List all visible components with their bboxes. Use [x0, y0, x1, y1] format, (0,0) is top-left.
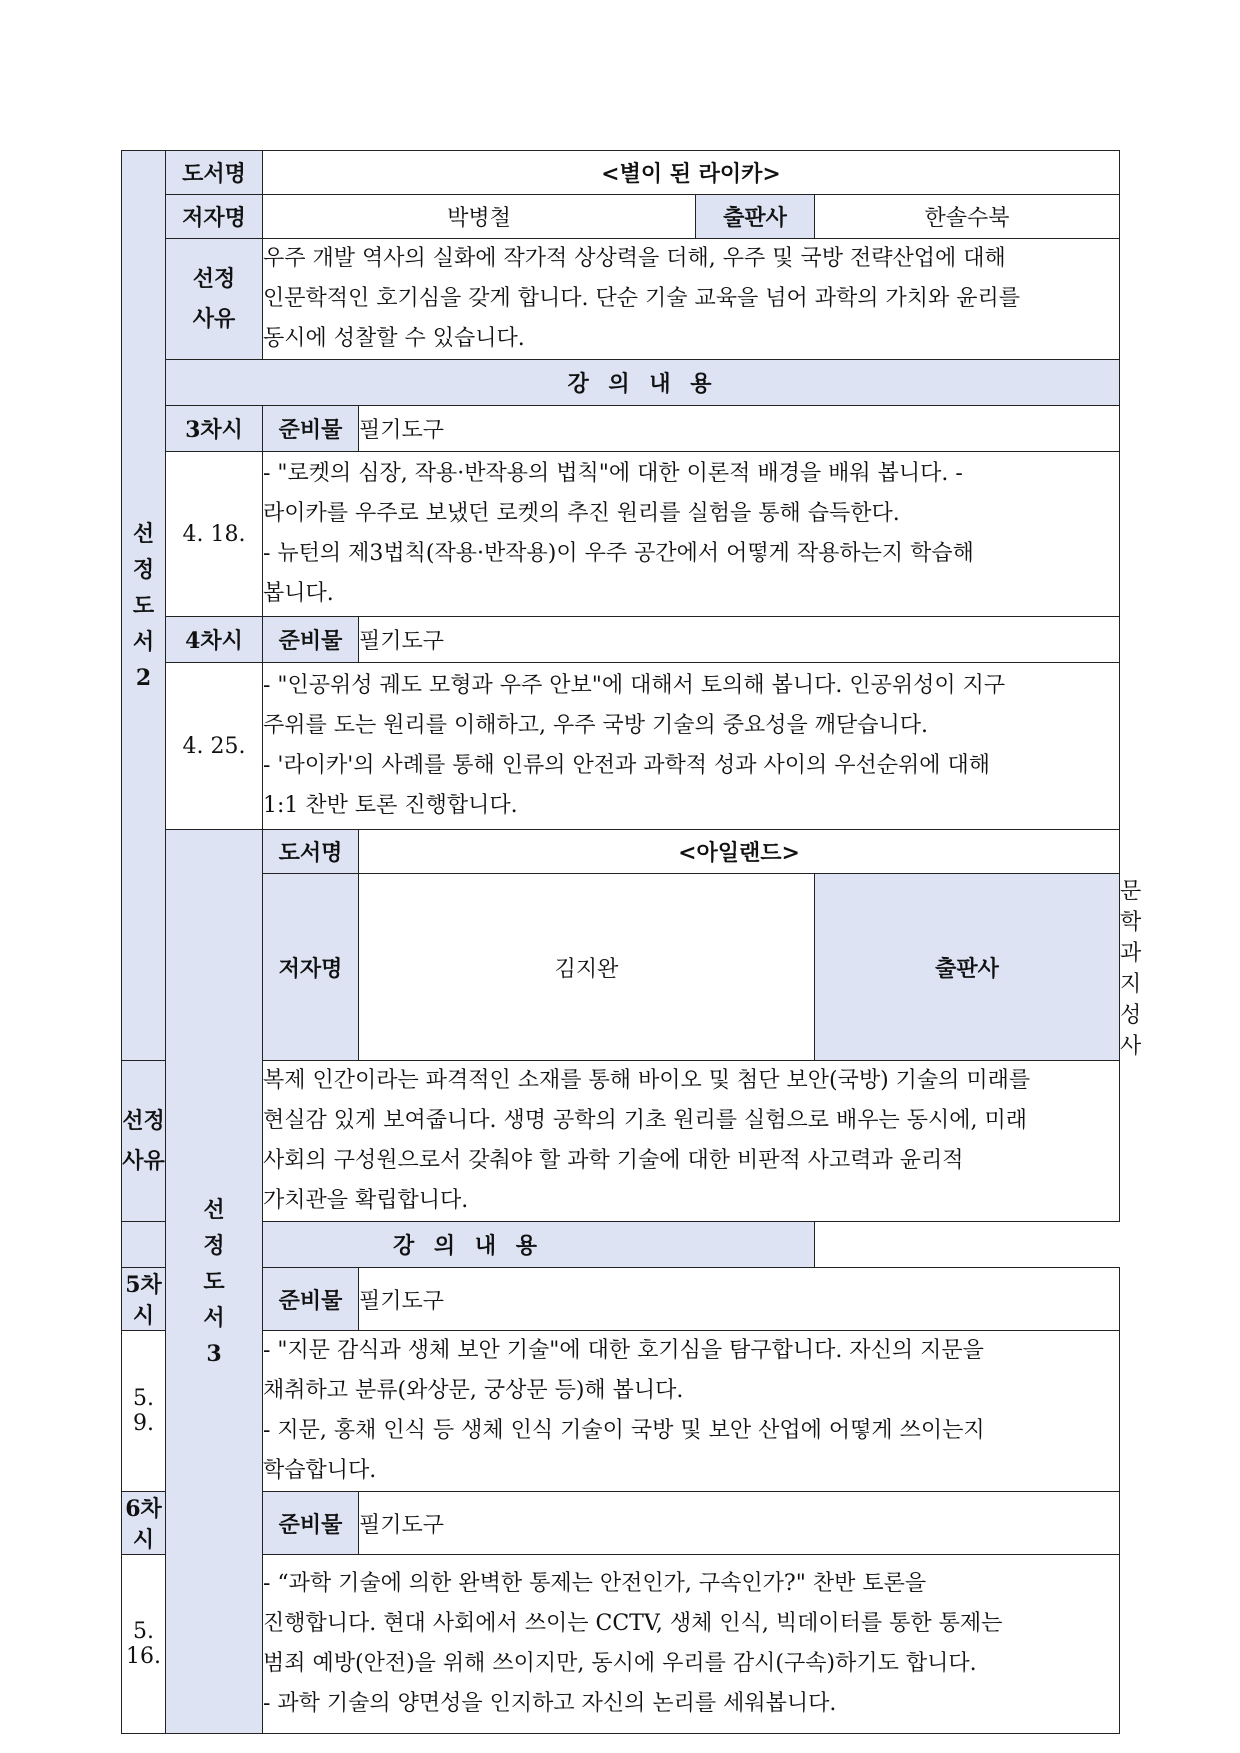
session-description: - "인공위성 궤도 모형과 우주 안보"에 대해서 토의해 봅니다. 인공위성이 지구 주위를 도는 원리를 이해하고, 우주 국방 기술의 중요성을 깨닫습니다. - '라이카'의 사례를 통해 인류의 안전과 과학적 성과 사이의 우선순위에 대해 1:1 찬반 토론 진행합니다.	[263, 663, 1120, 830]
prep-value: 필기도구	[359, 1492, 1120, 1555]
publisher-name: 한솔수북	[815, 195, 1120, 239]
content-header-row	[122, 360, 1120, 406]
book-title: <별이 된 라이카>	[263, 151, 1120, 195]
content-header: 강 의 내 용	[166, 360, 1120, 406]
title-label: 도서명	[263, 830, 359, 874]
author-row	[122, 195, 1120, 239]
side-label-book-3: 선 정 도 서 3	[166, 830, 263, 1734]
session-detail-row	[122, 663, 1120, 830]
session-row	[122, 617, 1120, 663]
reason-label: 선정 사유	[166, 239, 263, 360]
publisher-label: 출판사	[696, 195, 815, 239]
session-detail-row	[122, 1331, 1120, 1492]
book-title-row	[122, 151, 1120, 195]
content-header: 강 의 내 용	[122, 1222, 815, 1268]
prep-label: 준비물	[263, 617, 359, 663]
title-label: 도서명	[166, 151, 263, 195]
author-name: 박병철	[263, 195, 696, 239]
session-row	[122, 1492, 1120, 1555]
author-label: 저자명	[263, 874, 359, 1061]
reason-text: 복제 인간이라는 파격적인 소재를 통해 바이오 및 첨단 보안(국방) 기술의 미래를 현실감 있게 보여줍니다. 생명 공학의 기초 원리를 실험으로 배우는 동시에, 미래 사회의 구성원으로서 갖춰야 할 과학 기술에 대한 비판적 사고력과 윤리적 가치관을 확립합니다.	[263, 1061, 1120, 1222]
author-name: 김지완	[359, 874, 815, 1061]
session-row	[122, 1268, 1120, 1331]
prep-value: 필기도구	[359, 1268, 1120, 1331]
prep-label: 준비물	[263, 406, 359, 452]
reason-text: 우주 개발 역사의 실화에 작가적 상상력을 더해, 우주 및 국방 전략산업에 대해 인문학적인 호기심을 갖게 합니다. 단순 기술 교육을 넘어 과학의 가치와 윤리를 동시에 성찰할 수 있습니다.	[263, 239, 1120, 360]
book-selection-table	[121, 150, 1142, 1734]
reason-row	[122, 239, 1120, 360]
session-label: 6차시	[122, 1492, 166, 1555]
session-detail-row	[122, 1555, 1120, 1734]
author-label: 저자명	[166, 195, 263, 239]
prep-label: 준비물	[263, 1492, 359, 1555]
side-label-book-2: 선 정 도 서 2	[122, 151, 166, 1061]
prep-label: 준비물	[263, 1268, 359, 1331]
book-title-row	[122, 830, 1120, 874]
session-date: 4. 18.	[166, 452, 263, 617]
session-description: - “과학 기술에 의한 완벽한 통제는 안전인가, 구속인가?" 찬반 토론을 진행합니다. 현대 사회에서 쓰이는 CCTV, 생체 인식, 빅데이터를 통한 통제는 범죄 예방(안전)을 위해 쓰이지만, 동시에 우리를 감시(구속)하기도 합니다. - 과학 기술의 양면성을 인지하고 자신의 논리를 세워봅니다.	[263, 1555, 1120, 1734]
prep-value: 필기도구	[359, 406, 1120, 452]
content-header-row	[122, 1222, 1120, 1268]
session-label: 5차시	[122, 1268, 166, 1331]
session-detail-row	[122, 452, 1120, 617]
session-description: - "로켓의 심장, 작용·반작용의 법칙"에 대한 이론적 배경을 배워 봅니다. - 라이카를 우주로 보냈던 로켓의 추진 원리를 실험을 통해 습득한다. - 뉴턴의 제3법칙(작용·반작용)이 우주 공간에서 어떻게 작용하는지 학습해 봅니다.	[263, 452, 1120, 617]
reason-label: 선정 사유	[122, 1061, 166, 1222]
book-title: <아일랜드>	[359, 830, 1120, 874]
session-date: 5. 16.	[122, 1555, 166, 1734]
session-date: 4. 25.	[166, 663, 263, 830]
session-label: 3차시	[166, 406, 263, 452]
prep-value: 필기도구	[359, 617, 1120, 663]
publisher-label: 출판사	[815, 874, 1120, 1061]
reason-row	[122, 1061, 1120, 1222]
session-label: 4차시	[166, 617, 263, 663]
session-row	[122, 406, 1120, 452]
author-row: 저자명 김지완 출판사 문학과지성사	[122, 874, 1120, 1061]
session-date: 5. 9.	[122, 1331, 166, 1492]
session-description: - "지문 감식과 생체 보안 기술"에 대한 호기심을 탐구합니다. 자신의 지문을 채취하고 분류(와상문, 궁상문 등)해 봅니다. - 지문, 홍채 인식 등 생체 인식 기술이 국방 및 보안 산업에 어떻게 쓰이는지 학습합니다.	[263, 1331, 1120, 1492]
